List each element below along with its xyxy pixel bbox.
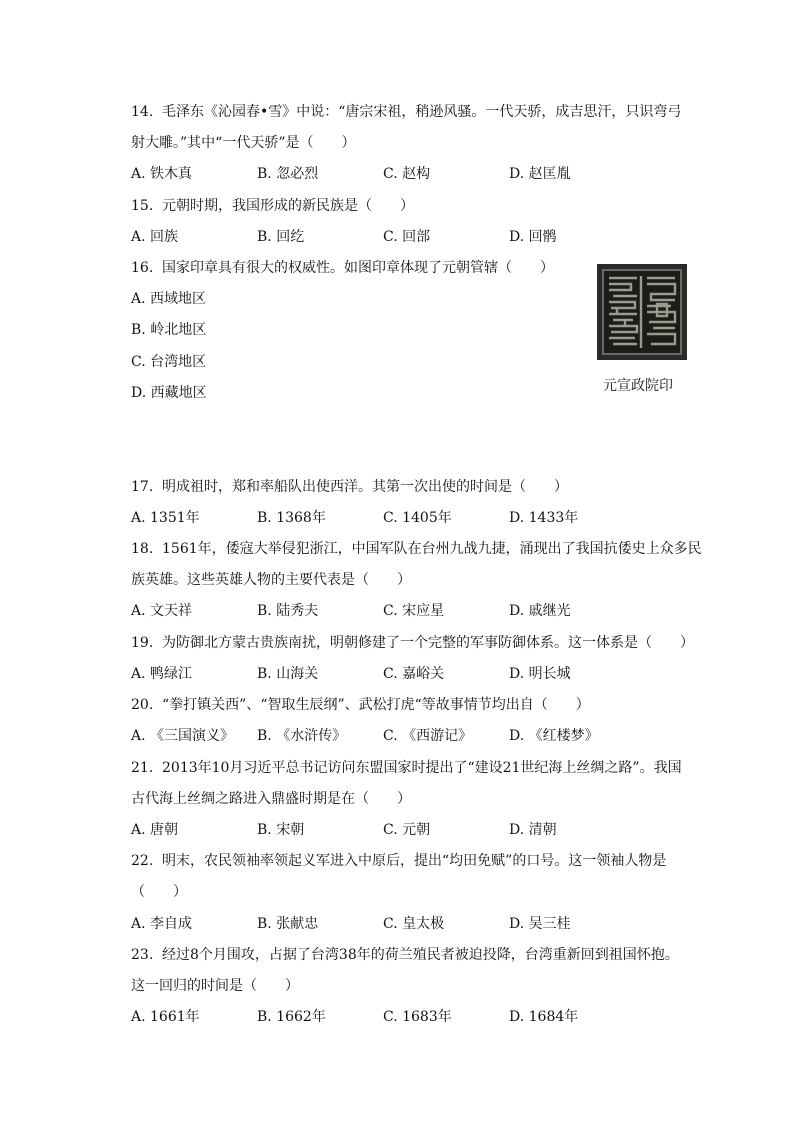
question-number: 20. [131, 697, 154, 713]
question-18-stem-cont: 族英雄。这些英雄人物的主要代表是（ ） [131, 572, 411, 588]
question-19-options [131, 664, 635, 684]
question-text: 明成祖时，郑和率船队出使西洋。其第一次出使的时间是（ ） [162, 479, 568, 495]
question-number: 21. [131, 760, 154, 776]
option-d: D. 西藏地区 [131, 385, 207, 401]
question-22-stem [131, 851, 666, 871]
option-d: D. 《红楼梦》 [509, 728, 599, 744]
option-c: C. 嘉峪关 [383, 666, 445, 682]
question-number: 18. [131, 541, 154, 557]
question-text: 经过8个月围攻，占据了台湾38年的荷兰殖民者被迫投降，台湾重新回到祖国怀抱。 [162, 947, 679, 963]
question-23-stem-cont: 这一回归的时间是（ ） [131, 978, 299, 994]
question-number: 22. [131, 853, 154, 869]
option-c: C. 皇太极 [383, 916, 445, 932]
option-a: A. 铁木真 [131, 166, 193, 182]
option-a: A. 文天祥 [131, 603, 193, 619]
option-b: B. 回纥 [257, 229, 305, 245]
option-b: B. 张献忠 [257, 916, 319, 932]
question-17-options [131, 508, 635, 528]
question-number: 19. [131, 635, 154, 651]
question-14-stem [131, 102, 681, 122]
option-c: C. 1405年 [383, 510, 452, 526]
option-a: A. 李自成 [131, 916, 193, 932]
option-a: A. 西域地区 [131, 291, 207, 307]
option-d: D. 清朝 [509, 822, 557, 838]
question-22-stem-cont: （ ） [131, 884, 187, 900]
option-b: B. 陆秀夫 [257, 603, 319, 619]
question-text: 元朝时期，我国形成的新民族是（ ） [162, 198, 414, 214]
question-text: 1561年，倭寇大举侵犯浙江，中国军队在台州九战九捷，涌现出了我国抗倭史上众多民 [162, 541, 702, 557]
option-a: A. 1661年 [131, 1009, 200, 1025]
option-d: D. 明长城 [509, 666, 571, 682]
option-c: C. 赵构 [383, 166, 431, 182]
question-17-stem [131, 477, 568, 497]
question-18-options [131, 601, 635, 621]
question-number: 23. [131, 947, 154, 963]
question-21-stem-cont: 古代海上丝绸之路进入鼎盛时期是在（ ） [131, 791, 411, 807]
question-text: 为防御北方蒙古贵族南扰，明朝修建了一个完整的军事防御体系。这一体系是（ ） [162, 635, 694, 651]
option-b: B. 山海关 [257, 666, 319, 682]
question-21-options [131, 820, 635, 840]
option-d: D. 戚继光 [509, 603, 571, 619]
question-number: 16. [131, 260, 154, 276]
option-b: B. 1368年 [257, 510, 326, 526]
option-c: C. 台湾地区 [131, 354, 207, 370]
question-20-options [131, 726, 635, 746]
question-22-options [131, 914, 635, 934]
option-c: C. 元朝 [383, 822, 431, 838]
question-16-stem [131, 258, 554, 278]
option-d: D. 1433年 [509, 510, 579, 526]
option-a: A. 鸭绿江 [131, 666, 193, 682]
option-a: A. 唐朝 [131, 822, 179, 838]
question-20-stem [131, 695, 590, 715]
question-number: 15. [131, 198, 154, 214]
option-c: C. 回部 [383, 229, 431, 245]
question-text: 明末，农民领袖率领起义军进入中原后，提出“均田免赋”的口号。这一领袖人物是 [162, 853, 667, 869]
question-23-stem [131, 945, 679, 965]
question-15-stem [131, 196, 414, 216]
question-text: 2013年10月习近平总书记访问东盟国家时提出了“建设21世纪海上丝绸之路”。我国 [162, 760, 682, 776]
option-b: B. 岭北地区 [131, 322, 207, 338]
seal-image [597, 264, 687, 360]
question-18-stem [131, 539, 702, 559]
option-d: D. 回鹘 [509, 229, 557, 245]
question-number: 17. [131, 479, 154, 495]
option-a: A. 回族 [131, 229, 179, 245]
option-a: A. 1351年 [131, 510, 200, 526]
option-c: C. 宋应星 [383, 603, 445, 619]
question-number: 14. [131, 104, 154, 120]
question-text: 毛泽东《沁园春•雪》中说：“唐宗宋祖，稍逊风骚。一代天骄，成吉思汗，只识弯弓 [162, 104, 682, 120]
question-19-stem [131, 633, 694, 653]
question-23-options [131, 1007, 635, 1027]
option-c: C. 1683年 [383, 1009, 452, 1025]
option-b: B. 忽必烈 [257, 166, 319, 182]
option-a: A. 《三国演义》 [131, 728, 235, 744]
option-b: B. 1662年 [257, 1009, 326, 1025]
option-c: C. 《西游记》 [383, 728, 473, 744]
option-d: D. 赵匡胤 [509, 166, 571, 182]
question-15-options [131, 227, 635, 247]
option-d: D. 吴三桂 [509, 916, 571, 932]
question-21-stem [131, 758, 682, 778]
question-text: 国家印章具有很大的权威性。如图印章体现了元朝管辖（ ） [162, 260, 554, 276]
option-d: D. 1684年 [509, 1009, 579, 1025]
seal-caption: 元宣政院印 [603, 378, 673, 394]
question-14-stem-cont: 射大雕。”其中“一代天骄”是（ ） [131, 135, 356, 151]
question-14-options [131, 164, 635, 184]
option-b: B. 《水浒传》 [257, 728, 347, 744]
question-text: “拳打镇关西”、“智取生辰纲”、武松打虎“等故事情节均出自（ ） [162, 697, 590, 713]
option-b: B. 宋朝 [257, 822, 305, 838]
